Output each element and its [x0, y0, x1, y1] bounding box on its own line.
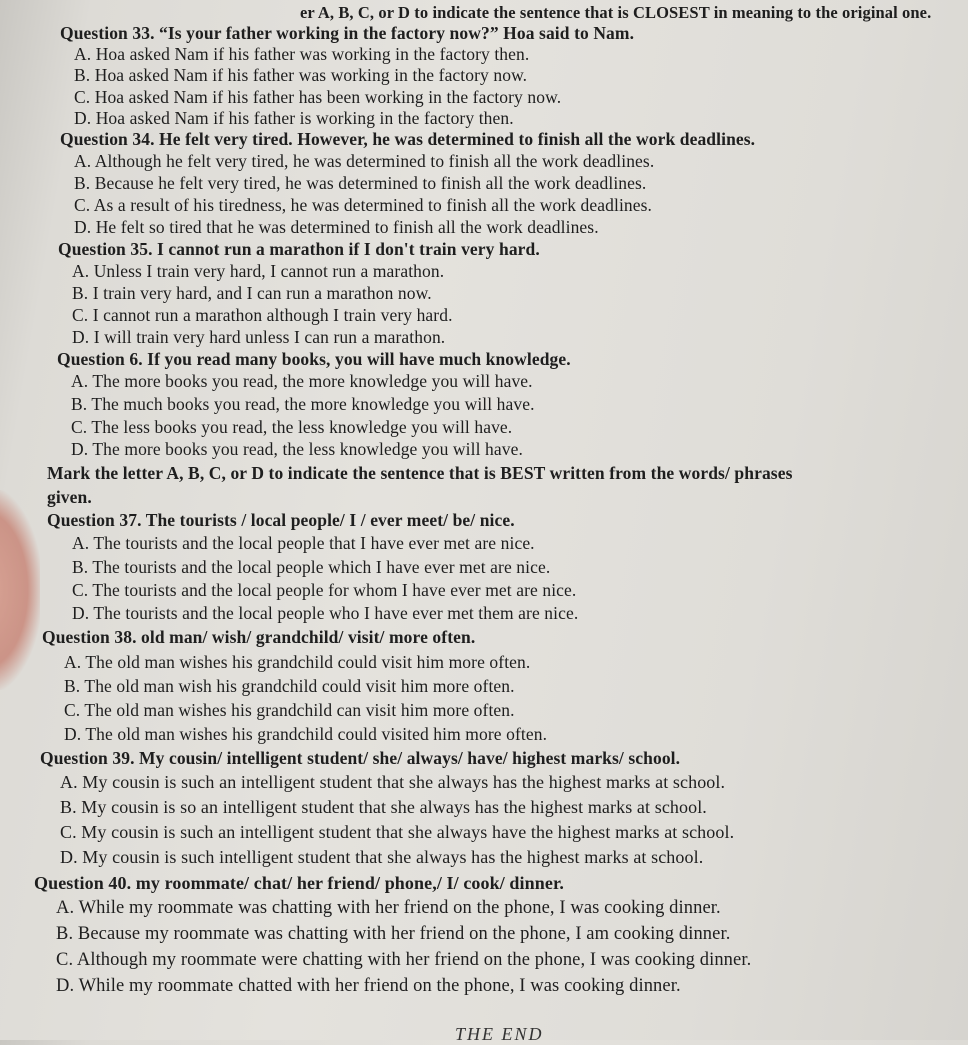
question-40-option-c: C. Although my roommate were chatting with her friend on the phone, I was cooking dinner. — [56, 950, 752, 970]
question-40-option-a: A. While my roommate was chatting with her friend on the phone, I was cooking dinner. — [56, 898, 721, 918]
question-39-option-b: B. My cousin is so an intelligent student that she always has the highest marks at school. — [60, 797, 707, 817]
question-36-option-d: D. The more books you read, the less knowledge you will have. — [71, 439, 523, 459]
question-37-option-a: A. The tourists and the local people that I have ever met are nice. — [72, 533, 535, 553]
question-38-option-d: D. The old man wishes his grandchild could visited him more often. — [64, 724, 548, 744]
question-34-option-c: C. As a result of his tiredness, he was determined to finish all the work deadlines. — [74, 195, 653, 215]
end-marker: THE END — [455, 1024, 544, 1044]
question-37-option-b: B. The tourists and the local people which I have ever met are nice. — [72, 557, 551, 577]
question-38-option-c: C. The old man wishes his grandchild can visit him more often. — [64, 700, 515, 720]
question-36-option-a: A. The more books you read, the more knowledge you will have. — [71, 371, 533, 391]
question-33-option-b: B. Hoa asked Nam if his father was working in the factory now. — [74, 65, 528, 85]
question-34-option-d: D. He felt so tired that he was determined to finish all the work deadlines. — [74, 217, 599, 237]
question-37-title: Question 37. The tourists / local people/ I / ever meet/ be/ nice. — [47, 510, 515, 530]
question-40-title: Question 40. my roommate/ chat/ her friend/ phone,/ I/ cook/ dinner. — [34, 873, 564, 893]
question-36-option-c: C. The less books you read, the less knowledge you will have. — [71, 417, 513, 437]
question-39-option-d: D. My cousin is such intelligent student that she always has the highest marks at school. — [60, 847, 704, 867]
question-33-option-c: C. Hoa asked Nam if his father has been working in the factory now. — [74, 87, 562, 107]
question-37-option-c: C. The tourists and the local people for whom I have ever met are nice. — [72, 580, 577, 600]
question-35-title: Question 35. I cannot run a marathon if I don't train very hard. — [58, 239, 540, 259]
question-36-option-b: B. The much books you read, the more knowledge you will have. — [71, 394, 535, 414]
question-37-option-d: D. The tourists and the local people who I have ever met them are nice. — [72, 603, 579, 623]
question-34-option-b: B. Because he felt very tired, he was determined to finish all the work deadlines. — [74, 173, 647, 193]
question-39-title: Question 39. My cousin/ intelligent student/ she/ always/ have/ highest marks/ school. — [40, 748, 681, 768]
section-instruction-line-2: given. — [47, 487, 92, 507]
question-33-title: Question 33. “Is your father working in the factory now?” Hoa said to Nam. — [60, 23, 635, 43]
question-36-title: Question 6. If you read many books, you will have much knowledge. — [57, 349, 571, 369]
question-35-option-d: D. I will train very hard unless I can run a marathon. — [72, 327, 446, 347]
question-33-option-a: A. Hoa asked Nam if his father was working in the factory then. — [74, 44, 530, 64]
question-39-option-c: C. My cousin is such an intelligent student that she always have the highest marks at school. — [60, 822, 735, 842]
question-35-option-a: A. Unless I train very hard, I cannot run a marathon. — [72, 261, 445, 281]
question-39-option-a: A. My cousin is such an intelligent student that she always has the highest marks at school. — [60, 772, 726, 792]
header-instruction: er A, B, C, or D to indicate the sentence that is CLOSEST in meaning to the original one. — [300, 3, 932, 22]
question-33-option-d: D. Hoa asked Nam if his father is working in the factory then. — [74, 108, 514, 128]
question-34-title: Question 34. He felt very tired. However, he was determined to finish all the work deadlines. — [60, 129, 756, 149]
question-40-option-b: B. Because my roommate was chatting with her friend on the phone, I am cooking dinner. — [56, 924, 731, 944]
question-38-option-b: B. The old man wish his grandchild could visit him more often. — [64, 676, 515, 696]
question-35-option-c: C. I cannot run a marathon although I train very hard. — [72, 305, 453, 325]
question-38-title: Question 38. old man/ wish/ grandchild/ visit/ more often. — [42, 627, 476, 647]
question-35-option-b: B. I train very hard, and I can run a marathon now. — [72, 283, 432, 303]
question-40-option-d: D. While my roommate chatted with her friend on the phone, I was cooking dinner. — [56, 976, 681, 996]
section-instruction-line-1: Mark the letter A, B, C, or D to indicate the sentence that is BEST written from the words/ phrases — [47, 463, 793, 483]
question-34-option-a: A. Although he felt very tired, he was determined to finish all the work deadlines. — [74, 151, 655, 171]
question-38-option-a: A. The old man wishes his grandchild could visit him more often. — [64, 652, 531, 672]
